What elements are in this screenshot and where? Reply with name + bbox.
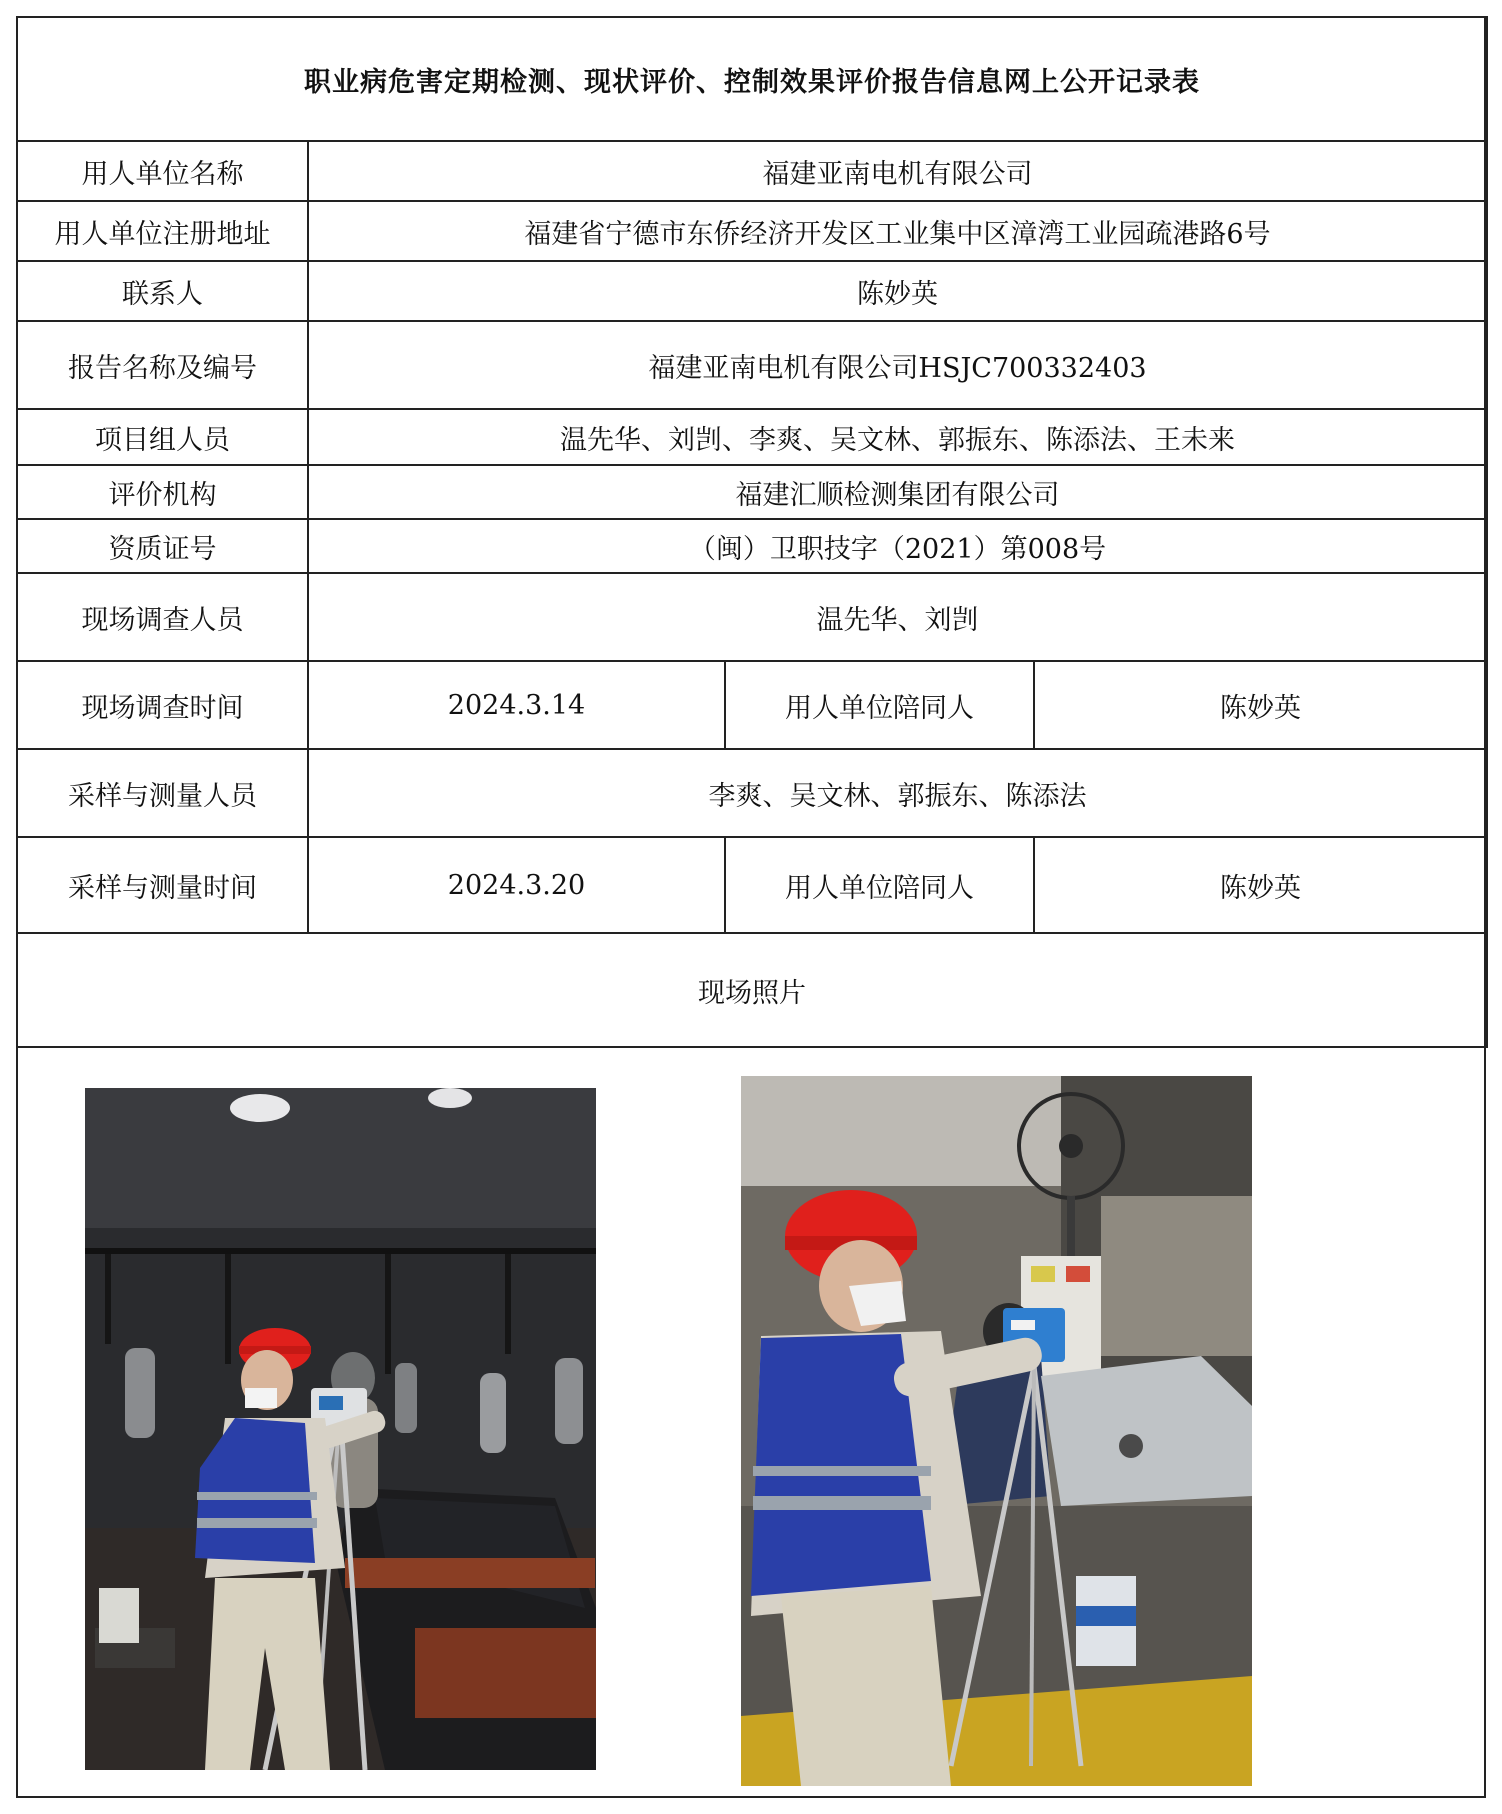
- team-label: 项目组人员: [17, 409, 308, 465]
- survey-companion-label: 用人单位陪同人: [725, 661, 1034, 749]
- report-label: 报告名称及编号: [17, 321, 308, 409]
- page-title: 职业病危害定期检测、现状评价、控制效果评价报告信息网上公开记录表: [17, 17, 1487, 141]
- survey-staff-label: 现场调查人员: [17, 573, 308, 661]
- sampling-time-value: 2024.3.20: [308, 837, 725, 933]
- site-photo-right: [741, 1076, 1252, 1786]
- site-photo-left: [85, 1088, 596, 1770]
- sampling-staff-label: 采样与测量人员: [17, 749, 308, 837]
- sampling-companion-label: 用人单位陪同人: [725, 837, 1034, 933]
- site-photo-right-image: [741, 1076, 1252, 1786]
- photos-header: 现场照片: [17, 933, 1487, 1047]
- agency-label: 评价机构: [17, 465, 308, 519]
- contact-value: 陈妙英: [308, 261, 1487, 321]
- employer-address-value: 福建省宁德市东侨经济开发区工业集中区漳湾工业园疏港路6号: [308, 201, 1487, 261]
- sampling-time-label: 采样与测量时间: [17, 837, 308, 933]
- sampling-companion-value: 陈妙英: [1034, 837, 1487, 933]
- employer-address-label: 用人单位注册地址: [17, 201, 308, 261]
- contact-label: 联系人: [17, 261, 308, 321]
- employer-name-label: 用人单位名称: [17, 141, 308, 201]
- survey-time-label: 现场调查时间: [17, 661, 308, 749]
- survey-time-value: 2024.3.14: [308, 661, 725, 749]
- report-value: 福建亚南电机有限公司HSJC700332403: [308, 321, 1487, 409]
- sampling-staff-value: 李爽、吴文林、郭振东、陈添法: [308, 749, 1487, 837]
- employer-name-value: 福建亚南电机有限公司: [308, 141, 1487, 201]
- survey-staff-value: 温先华、刘剀: [308, 573, 1487, 661]
- survey-companion-value: 陈妙英: [1034, 661, 1487, 749]
- cert-label: 资质证号: [17, 519, 308, 573]
- agency-value: 福建汇顺检测集团有限公司: [308, 465, 1487, 519]
- team-value: 温先华、刘剀、李爽、吴文林、郭振东、陈添法、王未来: [308, 409, 1487, 465]
- photos-area: [16, 1046, 1486, 1798]
- cert-value: （闽）卫职技字（2021）第008号: [308, 519, 1487, 573]
- site-photo-left-image: [85, 1088, 596, 1770]
